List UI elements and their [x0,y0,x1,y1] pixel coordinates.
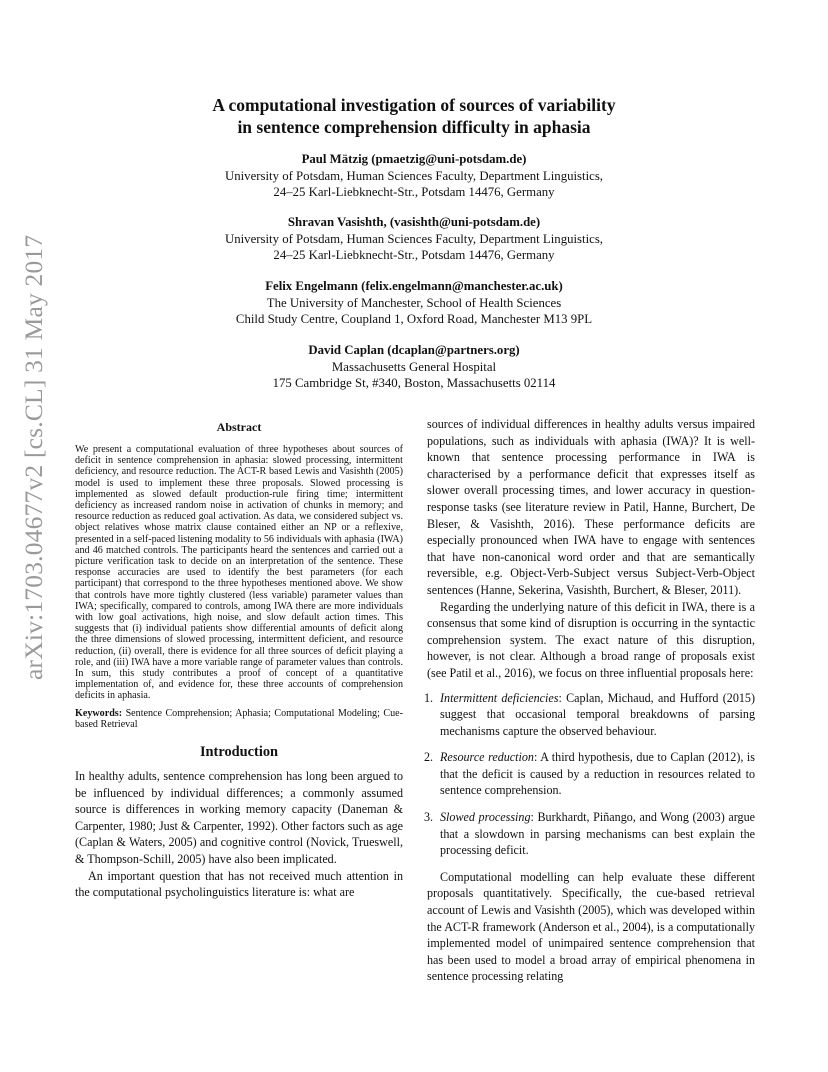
paper-title [0,94,828,138]
list-item-text: : Caplan, Michaud, and Hufford (2015) suggest that occasional temporal breakdowns of parsing mechanisms capture the observed behaviour. [440,690,755,738]
author-block-4 [0,342,828,392]
author-address: 24–25 Karl-Liebknecht-Str., Potsdam 14476, Germany [273,185,555,199]
proposals-list [424,690,755,859]
list-item-title: Slowed processing [440,810,531,825]
author-address: Child Study Centre, Coupland 1, Oxford Road, Manchester M13 9PL [235,312,593,326]
author-block-2 [0,214,828,264]
author-name: David Caplan (dcaplan@partners.org) [308,343,520,357]
abstract-heading: Abstract [216,420,262,434]
list-number: 1. [424,690,434,705]
author-address: 175 Cambridge St, #340, Boston, Massachusetts 02114 [272,376,556,390]
author-affiliation: The University of Manchester, School of Health Sciences [266,295,562,310]
right-column [424,416,755,985]
introduction-heading: Introduction [199,744,279,761]
author-block-3 [0,278,828,328]
intro-paragraph-1: In healthy adults, sentence comprehension has long been argued to be influenced by individual differences; a commonly assumed source is differences in working memory capacity (Daneman & Carpenter, 1980; Just & Carpenter, 1992). Other factors such as age (Caplan & Waters, 2005) and cognitive control (Novick, Trueswell, & Thompson-Schill, 2005) have also been implicated. [75,769,403,867]
list-number: 3. [424,810,434,825]
list-item-text: : A third hypothesis, due to Caplan (2012), is that the deficit is caused by a reduction in resources related to sentence comprehension. [440,750,755,798]
left-column [75,420,403,901]
right-paragraph-2: Regarding the underlying nature of this deficit in IWA, there is a consensus that some kind of disruption is occurring in the syntactic comprehension system. The exact nature of this disruption, however, is not clear. Although a broad range of proposals exist (see Patil et al., 2016), we focus on three influential proposals here: [427,599,755,680]
author-name: Paul Mätzig (pmaetzig@uni-potsdam.de) [301,152,527,166]
title-line-2: in sentence comprehension difficulty in aphasia [237,117,591,137]
keywords-label: Keywords: [75,707,123,719]
keywords-text: Sentence Comprehension; Aphasia; Computational Modeling; Cue-based Retrieval [75,707,403,730]
arxiv-identifier: arXiv:1703.04677v2 [cs.CL] 31 May 2017 [19,234,48,680]
list-number: 2. [424,750,434,765]
keywords [75,708,403,730]
author-address: 24–25 Karl-Liebknecht-Str., Potsdam 14476, Germany [273,248,555,262]
list-item-title: Resource reduction [440,750,534,765]
abstract-text: We present a computational evaluation of three hypotheses about sources of deficit in sentence comprehension in aphasia: slowed processing, intermittent deficiency, and resource reduction. The ACT-R based Lewis and Vasishth (2005) model is used to implement these three proposals. Slowed processing is implemented as slowed default production-rule firing time; intermittent deficiency as increased random noise in activation of chunks in memory; and resource reduction as reduced goal activation. As data, we considered subject vs. object relatives whose matrix clause contained either an NP or a reflexive, presented in a self-paced listening modality to 56 individuals with aphasia (IWA) and 46 matched controls. The participants heard the sentences and carried out a picture verification task to decide on an interpretation of the sentence. These response accuracies are used to identify the best parameters (for each participant) that correspond to the three hypotheses mentioned above. We show that controls have more tightly clustered (less variable) parameter values than IWA; specifically, compared to controls, among IWA there are more individuals with low goal activations, high noise, and slow default action times. This suggests that (i) individual patients show differential amounts of deficit along the three dimensions of slowed processing, intermittent deficient, and resource reduction, (ii) overall, there is evidence for all three sources of deficit playing a role, and (iii) IWA have a more variable range of parameter values than controls. In sum, this study contributes a proof of concept of a quantitative implementation of, and evidence for, these three accounts of comprehension deficits in aphasia. [75,444,403,702]
list-item [424,809,755,859]
list-item-text: : Burkhardt, Piñango, and Wong (2003) argue that a slowdown in parsing mechanisms can best explain the processing deficit. [440,810,755,858]
title-line-1: A computational investigation of sources of variability [212,95,616,115]
intro-paragraph-2: An important question that has not received much attention in the computational psycholinguistics literature is: what are [75,868,403,900]
author-block-1 [0,151,828,201]
right-paragraph-3: Computational modelling can help evaluate these different proposals quantitatively. Specifically, the cue-based retrieval account of Lewis and Vasishth (2005), which was developed within the ACT-R framework (Anderson et al., 2004), is a computationally implemented model of unimpaired sentence comprehension that has been used to model a broad array of empirical phenomena in sentence processing relating [427,869,755,984]
author-affiliation: Massachusetts General Hospital [331,359,497,374]
author-affiliation: University of Potsdam, Human Sciences Faculty, Department Linguistics, [224,231,604,246]
list-item [424,749,755,799]
author-affiliation: University of Potsdam, Human Sciences Faculty, Department Linguistics, [224,168,604,183]
list-item [424,690,755,740]
right-paragraph-1: sources of individual differences in healthy adults versus impaired populations, such as individuals with aphasia (IWA)? It is well-known that sentence processing performance in IWA is characterised by a performance deficit that expresses itself as slower overall processing times, and lower accuracy in question-response tasks (see literature review in Patil, Hanne, Burchert, De Bleser, & Vasishth, 2016). These performance deficits are especially pronounced when IWA have to engage with sentences that have non-canonical word order and that are semantically reversible, e.g. Object-Verb-Subject versus Subject-Verb-Object sentences (Hanne, Sekerina, Vasishth, Burchert, & Bleser, 2011). [427,417,755,597]
author-name: Shravan Vasishth, (vasishth@uni-potsdam.de) [287,215,541,229]
author-name: Felix Engelmann (felix.engelmann@manchester.ac.uk) [265,279,563,293]
list-item-title: Intermittent deficiencies [440,690,559,705]
